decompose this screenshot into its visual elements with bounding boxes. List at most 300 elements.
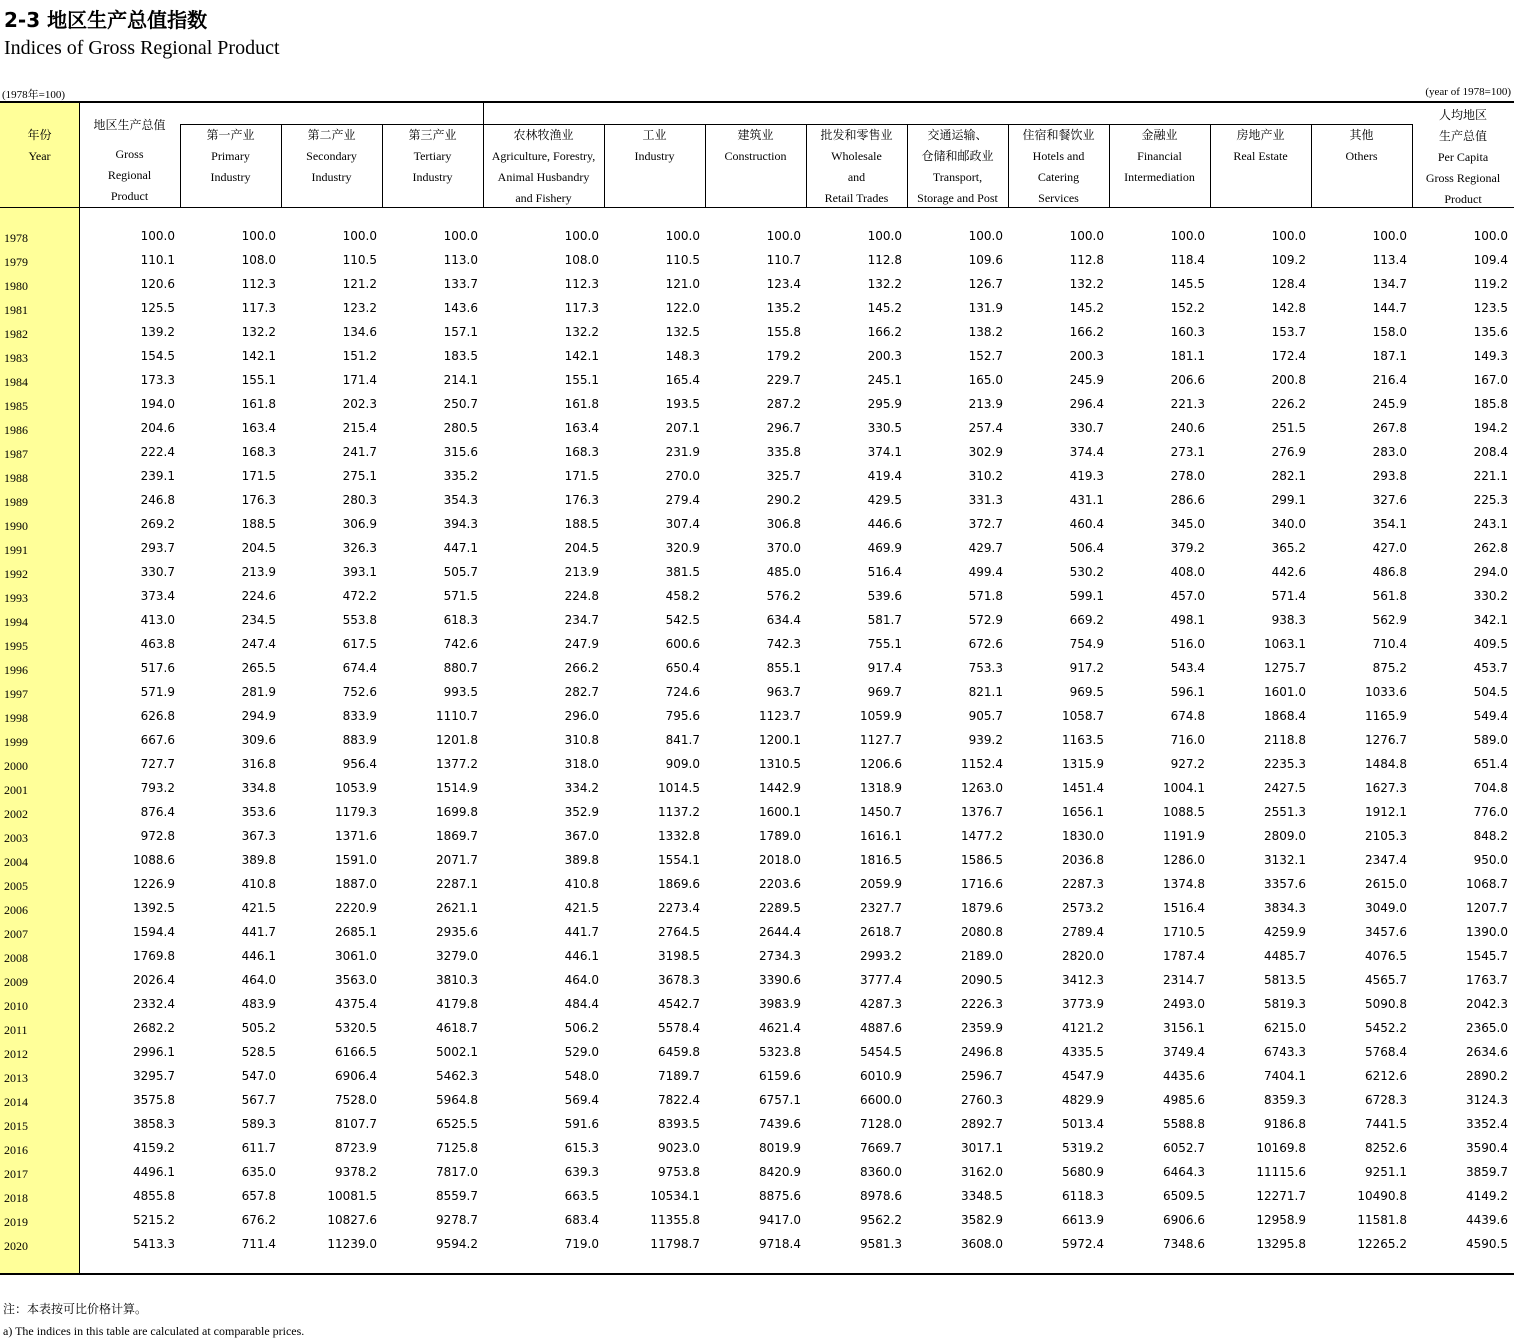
value-cell: 171.4 xyxy=(342,373,377,387)
value-cell: 1514.9 xyxy=(436,781,478,795)
value-cell: 142.1 xyxy=(564,349,599,363)
value-cell: 5578.4 xyxy=(658,1021,700,1035)
page-title-cn: 2-3 地区生产总值指数 xyxy=(4,8,208,32)
value-cell: 543.4 xyxy=(1170,661,1205,675)
value-cell: 1059.9 xyxy=(860,709,902,723)
value-cell: 3049.0 xyxy=(1365,901,1407,915)
value-cell: 516.0 xyxy=(1170,637,1205,651)
value-cell: 446.6 xyxy=(867,517,902,531)
value-cell: 158.0 xyxy=(1372,325,1407,339)
value-cell: 121.2 xyxy=(342,277,377,291)
value-cell: 340.0 xyxy=(1271,517,1306,531)
value-cell: 229.7 xyxy=(766,373,801,387)
value-cell: 330.2 xyxy=(1473,589,1508,603)
value-cell: 460.4 xyxy=(1069,517,1104,531)
table-row xyxy=(0,729,1514,753)
value-cell: 2573.2 xyxy=(1062,901,1104,915)
value-cell: 617.5 xyxy=(342,637,377,651)
value-cell: 1869.6 xyxy=(658,877,700,891)
column-header-en: Per Capita xyxy=(1437,150,1489,164)
value-cell: 472.2 xyxy=(342,589,377,603)
value-cell: 5680.9 xyxy=(1062,1165,1104,1179)
value-cell: 200.8 xyxy=(1271,373,1306,387)
value-cell: 100.0 xyxy=(140,229,175,243)
value-cell: 100.0 xyxy=(342,229,377,243)
value-cell: 1088.5 xyxy=(1163,805,1205,819)
value-cell: 1516.4 xyxy=(1163,901,1205,915)
value-cell: 2618.7 xyxy=(860,925,902,939)
value-cell: 120.6 xyxy=(140,277,175,291)
value-cell: 224.8 xyxy=(564,589,599,603)
value-cell: 1390.0 xyxy=(1466,925,1508,939)
value-cell: 325.7 xyxy=(766,469,801,483)
column-header-cn: 住宿和餐饮业 xyxy=(1022,128,1095,142)
value-cell: 1868.4 xyxy=(1264,709,1306,723)
table-row xyxy=(0,753,1514,777)
year-cell: 1982 xyxy=(4,327,28,341)
year-cell: 2005 xyxy=(4,879,28,893)
header-group-rule xyxy=(180,124,1412,125)
year-cell: 2017 xyxy=(4,1167,28,1181)
column-header-8 xyxy=(806,103,907,208)
value-cell: 166.2 xyxy=(867,325,902,339)
value-cell: 596.1 xyxy=(1170,685,1205,699)
table-row xyxy=(0,921,1514,945)
value-cell: 8723.9 xyxy=(335,1141,377,1155)
header-divider xyxy=(1109,124,1110,208)
value-cell: 2634.6 xyxy=(1466,1045,1508,1059)
value-cell: 9378.2 xyxy=(335,1165,377,1179)
value-cell: 119.2 xyxy=(1473,277,1508,291)
value-cell: 11355.8 xyxy=(650,1213,700,1227)
value-cell: 4565.7 xyxy=(1365,973,1407,987)
value-cell: 883.9 xyxy=(342,733,377,747)
value-cell: 367.3 xyxy=(241,829,276,843)
value-cell: 9186.8 xyxy=(1264,1117,1306,1131)
value-cell: 118.4 xyxy=(1170,253,1205,267)
value-cell: 296.7 xyxy=(766,421,801,435)
value-cell: 3390.6 xyxy=(759,973,801,987)
value-cell: 294.0 xyxy=(1473,565,1508,579)
value-cell: 4547.9 xyxy=(1062,1069,1104,1083)
value-cell: 1879.6 xyxy=(961,901,1003,915)
value-cell: 498.1 xyxy=(1170,613,1205,627)
value-cell: 486.8 xyxy=(1372,565,1407,579)
value-cell: 969.5 xyxy=(1069,685,1104,699)
value-cell: 5320.5 xyxy=(335,1021,377,1035)
value-cell: 4829.9 xyxy=(1062,1093,1104,1107)
value-cell: 1053.9 xyxy=(335,781,377,795)
value-cell: 278.0 xyxy=(1170,469,1205,483)
value-cell: 1200.1 xyxy=(759,733,801,747)
value-cell: 374.1 xyxy=(867,445,902,459)
value-cell: 457.0 xyxy=(1170,589,1205,603)
table-row xyxy=(0,1185,1514,1209)
value-cell: 2226.3 xyxy=(961,997,1003,1011)
value-cell: 742.3 xyxy=(766,637,801,651)
value-cell: 307.4 xyxy=(665,517,700,531)
value-cell: 133.7 xyxy=(443,277,478,291)
value-cell: 6464.3 xyxy=(1163,1165,1205,1179)
value-cell: 280.5 xyxy=(443,421,478,435)
value-cell: 204.5 xyxy=(241,541,276,555)
value-cell: 7441.5 xyxy=(1365,1117,1407,1131)
year-cell: 2012 xyxy=(4,1047,28,1061)
year-cell: 2018 xyxy=(4,1191,28,1205)
value-cell: 464.0 xyxy=(564,973,599,987)
value-cell: 618.3 xyxy=(443,613,478,627)
value-cell: 131.9 xyxy=(968,301,1003,315)
year-cell: 2009 xyxy=(4,975,28,989)
year-cell: 1986 xyxy=(4,423,28,437)
value-cell: 112.8 xyxy=(1069,253,1104,267)
value-cell: 505.2 xyxy=(241,1021,276,1035)
value-cell: 2042.3 xyxy=(1466,997,1508,1011)
header-divider xyxy=(281,124,282,208)
value-cell: 275.1 xyxy=(342,469,377,483)
value-cell: 214.1 xyxy=(443,373,478,387)
value-cell: 776.0 xyxy=(1473,805,1508,819)
value-cell: 163.4 xyxy=(241,421,276,435)
value-cell: 719.0 xyxy=(564,1237,599,1251)
value-cell: 151.2 xyxy=(342,349,377,363)
value-cell: 6600.0 xyxy=(860,1093,902,1107)
value-cell: 354.1 xyxy=(1372,517,1407,531)
value-cell: 8875.6 xyxy=(759,1189,801,1203)
value-cell: 113.0 xyxy=(443,253,478,267)
value-cell: 3777.4 xyxy=(860,973,902,987)
table-row xyxy=(0,273,1514,297)
value-cell: 615.3 xyxy=(564,1141,599,1155)
header-divider xyxy=(907,124,908,208)
value-cell: 483.9 xyxy=(241,997,276,1011)
value-cell: 231.9 xyxy=(665,445,700,459)
value-cell: 542.5 xyxy=(665,613,700,627)
value-cell: 352.9 xyxy=(564,805,599,819)
value-cell: 123.4 xyxy=(766,277,801,291)
value-cell: 3124.3 xyxy=(1466,1093,1508,1107)
value-cell: 132.2 xyxy=(241,325,276,339)
value-cell: 123.5 xyxy=(1473,301,1508,315)
value-cell: 240.6 xyxy=(1170,421,1205,435)
value-cell: 121.0 xyxy=(665,277,700,291)
value-cell: 109.4 xyxy=(1473,253,1508,267)
value-cell: 1450.7 xyxy=(860,805,902,819)
value-cell: 100.0 xyxy=(1372,229,1407,243)
value-cell: 576.2 xyxy=(766,589,801,603)
value-cell: 3295.7 xyxy=(133,1069,175,1083)
value-cell: 221.1 xyxy=(1473,469,1508,483)
value-cell: 108.0 xyxy=(564,253,599,267)
value-cell: 287.2 xyxy=(766,397,801,411)
value-cell: 10081.5 xyxy=(327,1189,377,1203)
value-cell: 431.1 xyxy=(1069,493,1104,507)
header-divider xyxy=(1008,124,1009,208)
value-cell: 517.6 xyxy=(140,661,175,675)
column-header-en: Hotels and xyxy=(1032,149,1085,163)
value-cell: 1616.1 xyxy=(860,829,902,843)
value-cell: 1152.4 xyxy=(961,757,1003,771)
value-cell: 134.6 xyxy=(342,325,377,339)
value-cell: 168.3 xyxy=(564,445,599,459)
column-header-cn: 批发和零售业 xyxy=(820,128,893,142)
table-row xyxy=(0,513,1514,537)
column-header-cn: 年份 xyxy=(27,128,52,142)
value-cell: 326.3 xyxy=(342,541,377,555)
value-cell: 257.4 xyxy=(968,421,1003,435)
value-cell: 589.0 xyxy=(1473,733,1508,747)
value-cell: 6743.3 xyxy=(1264,1045,1306,1059)
value-cell: 4590.5 xyxy=(1466,1237,1508,1251)
value-cell: 5813.5 xyxy=(1264,973,1306,987)
value-cell: 167.0 xyxy=(1473,373,1508,387)
value-cell: 485.0 xyxy=(766,565,801,579)
value-cell: 161.8 xyxy=(564,397,599,411)
year-cell: 1981 xyxy=(4,303,28,317)
value-cell: 3156.1 xyxy=(1163,1021,1205,1035)
value-cell: 290.2 xyxy=(766,493,801,507)
value-cell: 315.6 xyxy=(443,445,478,459)
value-cell: 3859.7 xyxy=(1466,1165,1508,1179)
value-cell: 188.5 xyxy=(564,517,599,531)
header-divider xyxy=(1311,124,1312,208)
value-cell: 165.4 xyxy=(665,373,700,387)
column-header-9 xyxy=(907,103,1008,208)
value-cell: 6728.3 xyxy=(1365,1093,1407,1107)
value-cell: 5588.8 xyxy=(1163,1117,1205,1131)
column-header-5 xyxy=(483,103,604,208)
value-cell: 142.8 xyxy=(1271,301,1306,315)
value-cell: 2026.4 xyxy=(133,973,175,987)
value-cell: 463.8 xyxy=(140,637,175,651)
value-cell: 112.3 xyxy=(241,277,276,291)
value-cell: 752.6 xyxy=(342,685,377,699)
value-cell: 447.1 xyxy=(443,541,478,555)
value-cell: 8393.5 xyxy=(658,1117,700,1131)
column-header-en: Secondary xyxy=(306,149,357,163)
column-header-cn: 第二产业 xyxy=(307,128,356,142)
value-cell: 286.6 xyxy=(1170,493,1205,507)
value-cell: 108.0 xyxy=(241,253,276,267)
value-cell: 109.6 xyxy=(968,253,1003,267)
value-cell: 446.1 xyxy=(564,949,599,963)
value-cell: 5964.8 xyxy=(436,1093,478,1107)
value-cell: 1137.2 xyxy=(658,805,700,819)
column-header-6 xyxy=(604,103,705,208)
value-cell: 421.5 xyxy=(241,901,276,915)
value-cell: 1033.6 xyxy=(1365,685,1407,699)
value-cell: 262.8 xyxy=(1473,541,1508,555)
value-cell: 1586.5 xyxy=(961,853,1003,867)
value-cell: 528.5 xyxy=(241,1045,276,1059)
value-cell: 905.7 xyxy=(968,709,1003,723)
value-cell: 100.0 xyxy=(443,229,478,243)
value-cell: 4485.7 xyxy=(1264,949,1306,963)
value-cell: 2220.9 xyxy=(335,901,377,915)
column-header-en: Industry xyxy=(634,149,675,163)
value-cell: 318.0 xyxy=(564,757,599,771)
value-cell: 635.0 xyxy=(241,1165,276,1179)
value-cell: 7817.0 xyxy=(436,1165,478,1179)
table-row xyxy=(0,657,1514,681)
value-cell: 3357.6 xyxy=(1264,877,1306,891)
year-cell: 1980 xyxy=(4,279,28,293)
value-cell: 3834.3 xyxy=(1264,901,1306,915)
value-cell: 927.2 xyxy=(1170,757,1205,771)
value-cell: 1830.0 xyxy=(1062,829,1104,843)
value-cell: 100.0 xyxy=(665,229,700,243)
value-cell: 7128.0 xyxy=(860,1117,902,1131)
value-cell: 657.8 xyxy=(241,1189,276,1203)
value-cell: 9581.3 xyxy=(860,1237,902,1251)
table-header xyxy=(0,101,1514,208)
value-cell: 2935.6 xyxy=(436,925,478,939)
value-cell: 6215.0 xyxy=(1264,1021,1306,1035)
value-cell: 335.8 xyxy=(766,445,801,459)
table-row xyxy=(0,873,1514,897)
value-cell: 394.3 xyxy=(443,517,478,531)
value-cell: 1594.4 xyxy=(133,925,175,939)
value-cell: 100.0 xyxy=(867,229,902,243)
value-cell: 342.1 xyxy=(1473,613,1508,627)
column-header-14 xyxy=(1412,103,1514,208)
value-cell: 427.0 xyxy=(1372,541,1407,555)
column-header-en: Catering xyxy=(1037,170,1080,184)
value-cell: 2493.0 xyxy=(1163,997,1205,1011)
table-row xyxy=(0,969,1514,993)
year-cell: 1997 xyxy=(4,687,28,701)
column-header-7 xyxy=(705,103,806,208)
value-cell: 100.0 xyxy=(1271,229,1306,243)
value-cell: 2621.1 xyxy=(436,901,478,915)
value-cell: 194.0 xyxy=(140,397,175,411)
value-cell: 354.3 xyxy=(443,493,478,507)
value-cell: 7189.7 xyxy=(658,1069,700,1083)
table-row xyxy=(0,1137,1514,1161)
value-cell: 379.2 xyxy=(1170,541,1205,555)
value-cell: 2289.5 xyxy=(759,901,801,915)
value-cell: 206.6 xyxy=(1170,373,1205,387)
value-cell: 6509.5 xyxy=(1163,1189,1205,1203)
value-cell: 938.3 xyxy=(1271,613,1306,627)
column-header-en: Gross Regional xyxy=(1425,171,1501,185)
value-cell: 676.2 xyxy=(241,1213,276,1227)
value-cell: 161.8 xyxy=(241,397,276,411)
value-cell: 1789.0 xyxy=(759,829,801,843)
year-cell: 1994 xyxy=(4,615,28,629)
value-cell: 600.6 xyxy=(665,637,700,651)
value-cell: 310.8 xyxy=(564,733,599,747)
value-cell: 241.7 xyxy=(342,445,377,459)
column-header-en: Primary xyxy=(211,149,250,163)
column-header-en: Financial xyxy=(1137,149,1182,163)
value-cell: 506.2 xyxy=(564,1021,599,1035)
value-cell: 599.1 xyxy=(1069,589,1104,603)
value-cell: 727.7 xyxy=(140,757,175,771)
value-cell: 251.5 xyxy=(1271,421,1306,435)
year-cell: 1984 xyxy=(4,375,28,389)
year-cell: 1983 xyxy=(4,351,28,365)
column-header-en: Agriculture, Forestry, xyxy=(491,149,596,163)
value-cell: 1600.1 xyxy=(759,805,801,819)
value-cell: 109.2 xyxy=(1271,253,1306,267)
column-header-cn: 农林牧渔业 xyxy=(513,128,574,142)
table-row xyxy=(0,561,1514,585)
table-row xyxy=(0,1161,1514,1185)
table-row xyxy=(0,681,1514,705)
value-cell: 100.0 xyxy=(1473,229,1508,243)
year-cell: 1993 xyxy=(4,591,28,605)
value-cell: 293.8 xyxy=(1372,469,1407,483)
value-cell: 166.2 xyxy=(1069,325,1104,339)
value-cell: 207.1 xyxy=(665,421,700,435)
value-cell: 795.6 xyxy=(665,709,700,723)
value-cell: 282.7 xyxy=(564,685,599,699)
value-cell: 4076.5 xyxy=(1365,949,1407,963)
value-cell: 12271.7 xyxy=(1256,1189,1306,1203)
value-cell: 2203.6 xyxy=(759,877,801,891)
value-cell: 8252.6 xyxy=(1365,1141,1407,1155)
value-cell: 464.0 xyxy=(241,973,276,987)
value-cell: 393.1 xyxy=(342,565,377,579)
value-cell: 267.8 xyxy=(1372,421,1407,435)
value-cell: 155.1 xyxy=(564,373,599,387)
value-cell: 8420.9 xyxy=(759,1165,801,1179)
value-cell: 821.1 xyxy=(968,685,1003,699)
column-header-en: Wholesale xyxy=(831,149,882,163)
value-cell: 2327.7 xyxy=(860,901,902,915)
value-cell: 345.0 xyxy=(1170,517,1205,531)
value-cell: 1110.7 xyxy=(436,709,478,723)
page-title-en: Indices of Gross Regional Product xyxy=(4,37,280,59)
year-cell: 1995 xyxy=(4,639,28,653)
table-row xyxy=(0,1113,1514,1137)
value-cell: 266.2 xyxy=(564,661,599,675)
value-cell: 571.9 xyxy=(140,685,175,699)
value-cell: 8559.7 xyxy=(436,1189,478,1203)
value-cell: 855.1 xyxy=(766,661,801,675)
value-cell: 2596.7 xyxy=(961,1069,1003,1083)
value-cell: 3575.8 xyxy=(133,1093,175,1107)
table-row xyxy=(0,897,1514,921)
value-cell: 234.5 xyxy=(241,613,276,627)
value-cell: 1451.4 xyxy=(1062,781,1104,795)
value-cell: 589.3 xyxy=(241,1117,276,1131)
value-cell: 2820.0 xyxy=(1062,949,1104,963)
year-cell: 1985 xyxy=(4,399,28,413)
value-cell: 1318.9 xyxy=(860,781,902,795)
value-cell: 6906.6 xyxy=(1163,1213,1205,1227)
value-cell: 204.5 xyxy=(564,541,599,555)
value-cell: 117.3 xyxy=(564,301,599,315)
value-cell: 875.2 xyxy=(1372,661,1407,675)
unit-note-right: (year of 1978=100) xyxy=(1425,86,1511,98)
value-cell: 6212.6 xyxy=(1365,1069,1407,1083)
value-cell: 569.4 xyxy=(564,1093,599,1107)
value-cell: 172.4 xyxy=(1271,349,1306,363)
header-divider xyxy=(1412,124,1413,208)
value-cell: 442.6 xyxy=(1271,565,1306,579)
header-divider xyxy=(1210,124,1211,208)
value-cell: 2685.1 xyxy=(335,925,377,939)
value-cell: 3279.0 xyxy=(436,949,478,963)
value-cell: 1123.7 xyxy=(759,709,801,723)
value-cell: 504.5 xyxy=(1473,685,1508,699)
value-cell: 939.2 xyxy=(968,733,1003,747)
table-row xyxy=(0,249,1514,273)
value-cell: 710.4 xyxy=(1372,637,1407,651)
value-cell: 650.4 xyxy=(665,661,700,675)
